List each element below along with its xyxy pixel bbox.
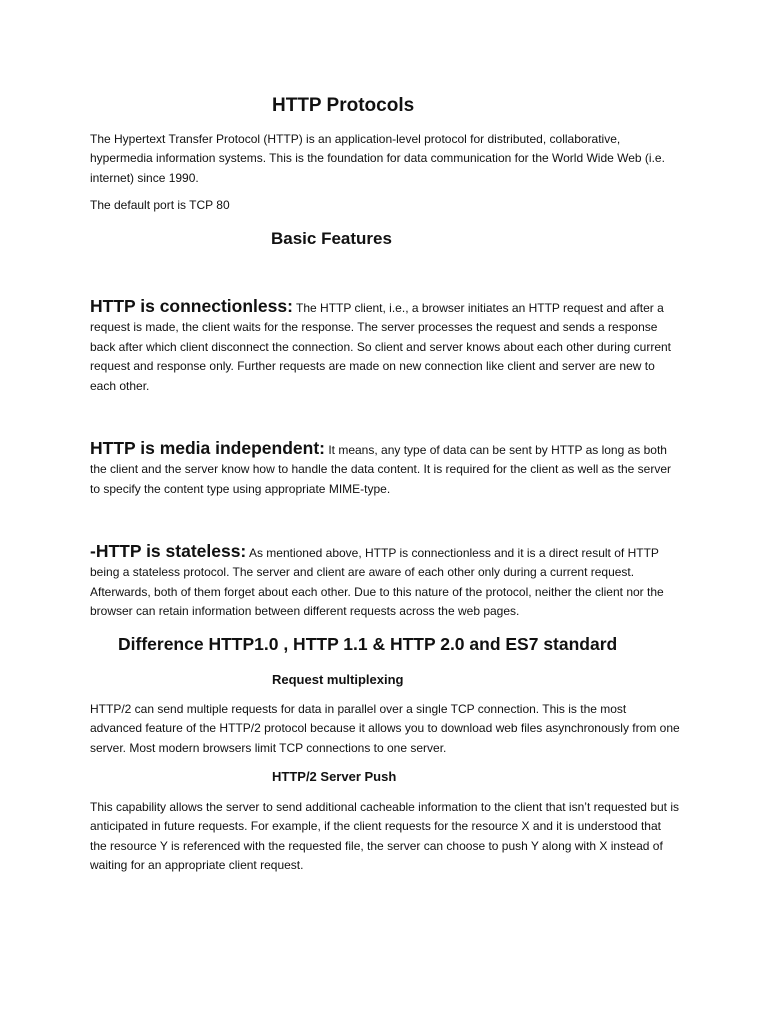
- feature-connectionless: [90, 297, 680, 396]
- feature-lead: HTTP is connectionless:: [90, 296, 293, 316]
- feature-text: The HTTP client, i.e., a browser initiates an HTTP request and after a request is made, the client waits for the response. The server processes the request and sends a response back after which client disconnect the connection. So client and server knows about each other during current request and response only. Further requests are made on new connection like client and server are new to each other.: [90, 301, 671, 393]
- feature-lead: HTTP is media independent:: [90, 438, 325, 458]
- multiplexing-paragraph: HTTP/2 can send multiple requests for data in parallel over a single TCP connection. This is the most advanced feature of the HTTP/2 protocol because it allows you to download web files asynchronously from one server. Most modern browsers limit TCP connections to one server.: [90, 702, 680, 755]
- difference-heading: Difference HTTP1.0 , HTTP 1.1 & HTTP 2.0 and ES7 standard: [118, 634, 618, 654]
- feature-text: As mentioned above, HTTP is connectionless and it is a direct result of HTTP being a stateless protocol. The server and client are aware of each other only during a current request. Afterwards, both of them forget about each other. Due to this nature of the protocol, neither the client nor the browser can retain information between different requests across the web pages.: [90, 546, 664, 619]
- feature-text: It means, any type of data can be sent by HTTP as long as both the client and the server know how to handle the data content. It is required for the client as well as the server to specify the content type using appropriate MIME-type.: [90, 443, 671, 496]
- feature-media-independent: [90, 439, 680, 499]
- default-port-text: The default port is TCP 80: [90, 198, 230, 212]
- features-heading: Basic Features: [271, 229, 392, 248]
- server-push-heading: HTTP/2 Server Push: [272, 769, 397, 784]
- intro-paragraph: The Hypertext Transfer Protocol (HTTP) is an application-level protocol for distributed, collaborative, hypermedia information systems. This is the foundation for data communication for the World Wide Web (i.e. internet) since 1990.: [90, 132, 665, 185]
- document-title: HTTP Protocols: [272, 95, 415, 116]
- server-push-paragraph: This capability allows the server to send additional cacheable information to the client that isn’t requested but is anticipated in future requests. For example, if the client requests for the resource X and it is understood that the resource Y is referenced with the requested file, the server can choose to push Y along with X instead of waiting for an appropriate client request.: [90, 800, 679, 873]
- feature-lead: -HTTP is stateless:: [90, 541, 247, 561]
- multiplexing-heading: Request multiplexing: [272, 672, 404, 687]
- feature-stateless: [90, 542, 680, 622]
